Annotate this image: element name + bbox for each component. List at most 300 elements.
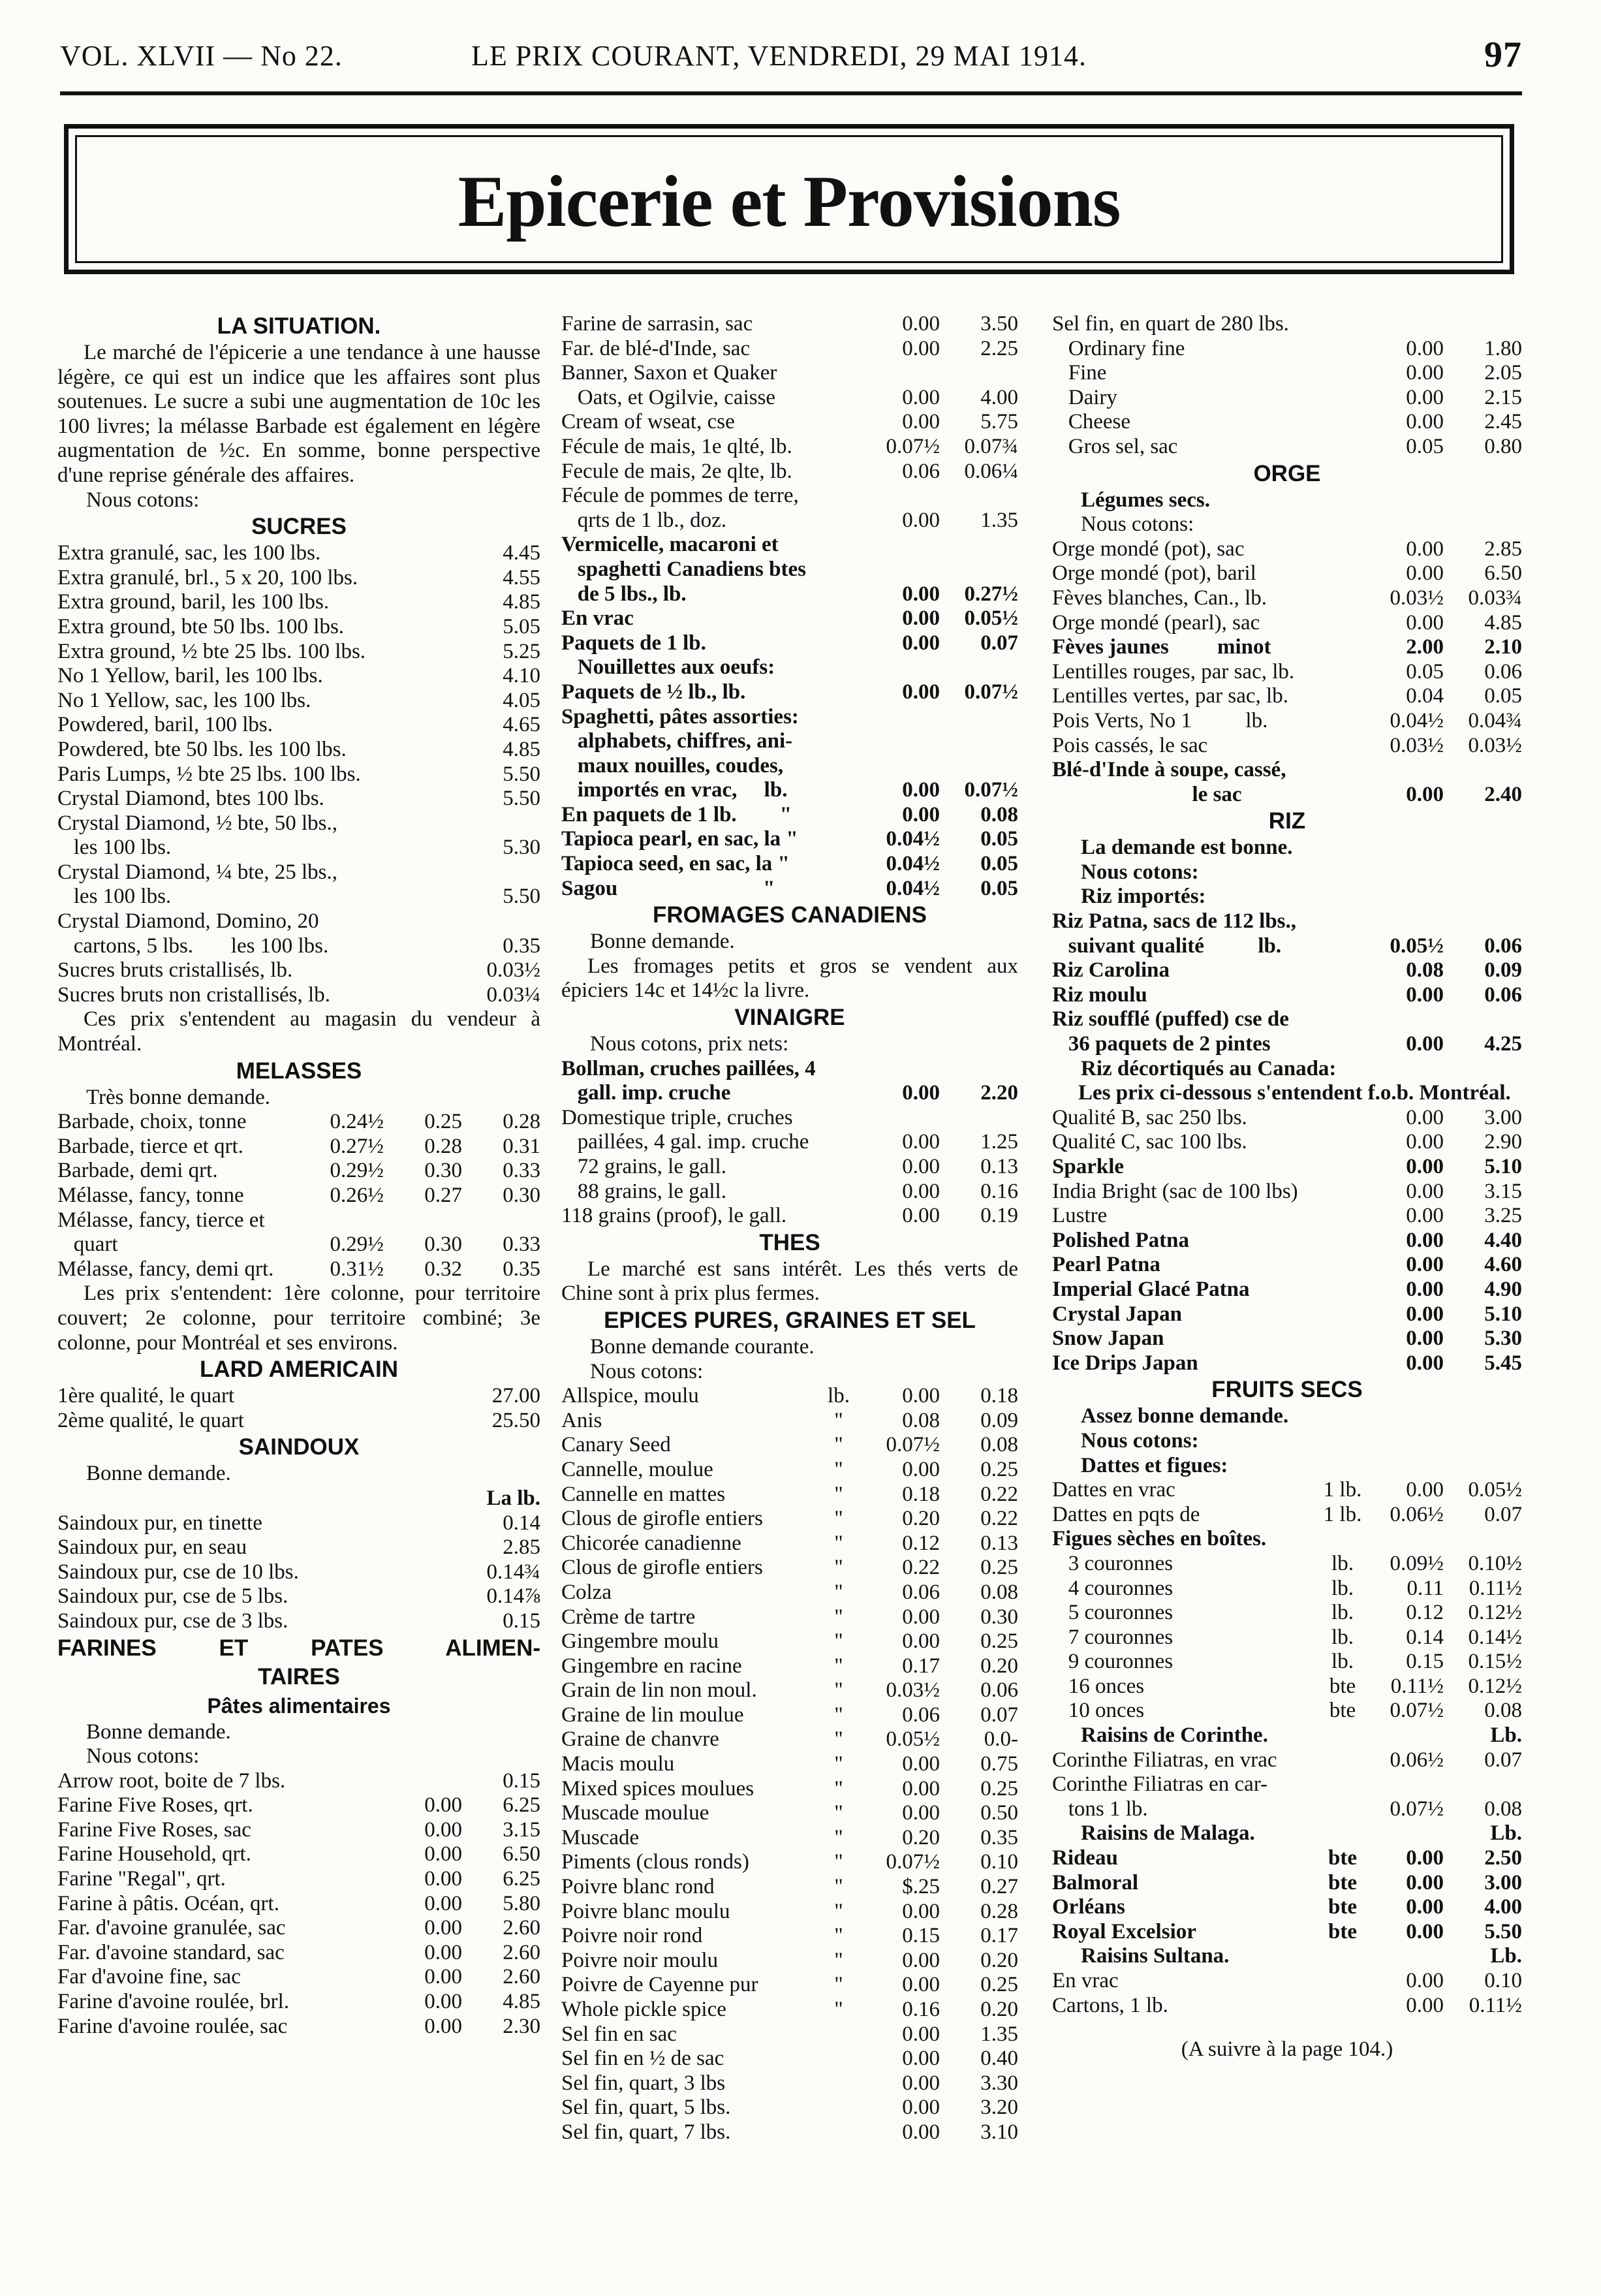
price-low: 0.00 xyxy=(902,680,940,704)
price-low: 0.00 xyxy=(1406,1327,1444,1351)
item-name: Far. d'avoine granulée, sac xyxy=(57,1916,286,1940)
column-1 xyxy=(57,312,540,2039)
price-low: 0.00 xyxy=(424,1916,462,1940)
price-high: 0.09 xyxy=(980,1408,1018,1432)
item-name: Barbade, choix, tonne xyxy=(57,1110,247,1134)
price-row xyxy=(561,558,1018,582)
item-unit: " xyxy=(834,1507,843,1531)
price-row xyxy=(561,1678,1018,1703)
epices-intro: Bonne demande courante. xyxy=(590,1334,815,1359)
price-low: 0.00 xyxy=(902,1457,940,1481)
item-name: Graine de lin moulue xyxy=(561,1703,744,1727)
price-row xyxy=(57,640,540,665)
price-low: 0.00 xyxy=(1406,1130,1444,1154)
price-high: 0.08 xyxy=(980,802,1018,826)
price-low: 0.00 xyxy=(424,2014,462,2038)
price-row xyxy=(561,460,1018,484)
price-row xyxy=(57,1584,540,1609)
price-low: 0.03½ xyxy=(1390,733,1444,757)
price-high: 0.12½ xyxy=(1468,1674,1522,1698)
riz-note: Les prix ci-dessous s'entendent f.o.b. Montréal. xyxy=(1078,1081,1511,1105)
price-row xyxy=(57,1257,540,1282)
item-price: 4.45 xyxy=(503,541,540,565)
item-name: Far d'avoine fine, sac xyxy=(57,1965,241,1989)
item-name: Clous de girofle entiers xyxy=(561,1556,763,1580)
price-high: 4.25 xyxy=(1484,1032,1522,1056)
price-col1: 0.24½ xyxy=(330,1110,384,1134)
item-name: Bollman, cruches paillées, 4 xyxy=(561,1056,816,1080)
riz-importes: Riz importés: xyxy=(1081,885,1206,909)
price-row xyxy=(1052,1032,1522,1057)
price-low: 0.03½ xyxy=(886,1678,940,1703)
price-row xyxy=(561,2022,1018,2047)
price-row xyxy=(561,1532,1018,1556)
item-name: suivant qualité lb. xyxy=(1052,934,1282,958)
section-heading-thes: THES xyxy=(759,1229,820,1255)
item-name: Domestique triple, cruches xyxy=(561,1105,793,1129)
price-low: 0.00 xyxy=(1406,1105,1444,1129)
price-row xyxy=(1052,983,1522,1008)
price-high: 0.17 xyxy=(980,1924,1018,1948)
price-row xyxy=(57,541,540,566)
price-high: 0.13 xyxy=(980,1531,1018,1555)
item-name: Saindoux pur, en seau xyxy=(57,1535,247,1560)
item-name: qrts de 1 lb., doz. xyxy=(561,508,726,532)
price-low: $.25 xyxy=(902,1875,940,1899)
item-name: Sel fin, quart, 5 lbs. xyxy=(561,2096,731,2120)
price-row xyxy=(1052,1895,1522,1920)
price-low: 0.00 xyxy=(902,2022,940,2046)
section-heading-lard: LARD AMERICAIN xyxy=(200,1357,398,1383)
item-name: Canary Seed xyxy=(561,1433,671,1457)
section-heading-riz: RIZ xyxy=(1268,808,1306,834)
price-high: 2.05 xyxy=(1484,361,1522,385)
price-low: 0.00 xyxy=(902,385,940,409)
item-name: Graine de chanvre xyxy=(561,1727,719,1752)
price-row xyxy=(561,827,1018,852)
price-third: 0.28 xyxy=(503,1110,540,1134)
price-low: 0.00 xyxy=(902,1973,940,1997)
price-high: 0.18 xyxy=(980,1384,1018,1408)
item-name: Clous de girofle entiers xyxy=(561,1507,763,1531)
item-name: Farine Five Roses, qrt. xyxy=(57,1793,253,1817)
item-name: Extra ground, bte 50 lbs. 100 lbs. xyxy=(57,614,345,638)
riz-intro: La demande est bonne. xyxy=(1081,836,1293,860)
saindoux-unit: La lb. xyxy=(486,1486,540,1510)
price-high: 2.90 xyxy=(1484,1130,1522,1154)
price-low: 0.14 xyxy=(1406,1625,1444,1649)
item-unit: lb. xyxy=(828,1384,850,1408)
price-low: 0.06 xyxy=(902,459,940,483)
dattes-list xyxy=(1052,1478,1522,1723)
price-high: 2.45 xyxy=(1484,410,1522,434)
price-low: 0.00 xyxy=(1406,385,1444,409)
price-row xyxy=(561,582,1018,607)
price-row xyxy=(57,934,540,959)
price-row xyxy=(1052,1797,1522,1822)
price-row xyxy=(1052,1552,1522,1577)
price-low: 0.16 xyxy=(902,1998,940,2021)
item-name: spaghetti Canadiens btes xyxy=(561,557,806,581)
price-row xyxy=(1052,1478,1522,1503)
price-low: 0.06½ xyxy=(1390,1748,1444,1772)
dattes-title: Dattes et figues: xyxy=(1081,1453,1228,1477)
price-row xyxy=(1052,1969,1522,1994)
price-row xyxy=(561,655,1018,680)
price-col1: 0.27½ xyxy=(330,1134,384,1158)
price-high: 0.05½ xyxy=(964,606,1018,631)
price-row xyxy=(57,1110,540,1135)
price-low: 0.00 xyxy=(902,1384,940,1408)
item-price: 5.25 xyxy=(503,639,540,663)
price-row xyxy=(1052,1327,1522,1351)
item-name: En vrac xyxy=(1052,1969,1119,1992)
price-low: 0.20 xyxy=(902,1825,940,1849)
price-row xyxy=(561,2071,1018,2096)
price-high: 3.20 xyxy=(980,2096,1018,2120)
price-row xyxy=(561,2096,1018,2120)
item-price: 0.03¼ xyxy=(486,983,540,1007)
item-name: Far. de blé-d'Inde, sac xyxy=(561,336,751,360)
riz-nous-cotons: Nous cotons: xyxy=(1081,860,1199,884)
item-name: India Bright (sac de 100 lbs) xyxy=(1052,1179,1298,1203)
item-name: Tapioca seed, en sac, la " xyxy=(561,852,790,876)
item-name: 10 onces xyxy=(1052,1699,1145,1723)
price-row xyxy=(57,787,540,811)
price-low: 0.00 xyxy=(1406,1351,1444,1375)
item-name: 72 grains, le gall. xyxy=(561,1155,726,1178)
price-row xyxy=(561,1483,1018,1507)
price-high: 0.08 xyxy=(980,1580,1018,1604)
price-high: 0.12½ xyxy=(1468,1601,1522,1625)
sultana-list xyxy=(1052,1969,1522,2018)
section-heading-fruits: FRUITS SECS xyxy=(1211,1377,1363,1403)
price-high: 6.25 xyxy=(503,1867,540,1891)
price-low: 0.08 xyxy=(902,1408,940,1432)
item-name: Lentilles vertes, par sac, lb. xyxy=(1052,684,1288,708)
price-row xyxy=(1052,586,1522,611)
item-name: Extra granulé, brl., 5 x 20, 100 lbs. xyxy=(57,565,358,590)
price-low: 0.15 xyxy=(902,1924,940,1948)
item-name: Poivre noir rond xyxy=(561,1924,703,1948)
price-row xyxy=(1052,1626,1522,1650)
price-high: 0.25 xyxy=(980,1776,1018,1801)
price-low: 0.00 xyxy=(1406,1302,1444,1326)
price-row xyxy=(1052,660,1522,685)
item-name: Corinthe Filiatras en car- xyxy=(1052,1772,1268,1797)
price-high: 0.25 xyxy=(980,1457,1018,1481)
price-high: 0.0- xyxy=(984,1727,1018,1752)
item-name: Vermicelle, macaroni et xyxy=(561,533,779,557)
price-low: 0.00 xyxy=(902,1801,940,1825)
item-name: Sel fin en sac xyxy=(561,2022,677,2046)
price-low: 0.00 xyxy=(1406,610,1444,635)
item-name: Extra granulé, sac, les 100 lbs. xyxy=(57,541,321,565)
item-name: Powdered, bte 50 lbs. les 100 lbs. xyxy=(57,737,347,761)
price-row xyxy=(1052,1650,1522,1675)
price-low: 0.00 xyxy=(1406,1277,1444,1301)
section-heading-fromages: FROMAGES CANADIENS xyxy=(652,902,927,928)
price-row xyxy=(561,312,1018,337)
price-row xyxy=(561,1949,1018,1974)
item-name: Barbade, tierce et qrt. xyxy=(57,1134,243,1158)
sel-list xyxy=(1052,337,1522,460)
price-high: 0.22 xyxy=(980,1507,1018,1531)
price-low: 0.20 xyxy=(902,1507,940,1531)
price-low: 0.00 xyxy=(902,2096,940,2120)
item-price: 5.50 xyxy=(503,787,540,811)
price-row xyxy=(1052,1577,1522,1601)
item-name: Banner, Saxon et Quaker xyxy=(561,361,777,385)
item-name: Pois Verts, No 1 lb. xyxy=(1052,708,1268,732)
price-row xyxy=(1052,1527,1522,1552)
price-col2: 0.27 xyxy=(424,1184,462,1207)
item-name: 7 couronnes xyxy=(1052,1625,1174,1649)
price-high: 2.60 xyxy=(503,1940,540,1964)
price-row xyxy=(1052,684,1522,709)
item-name: Poivre blanc rond xyxy=(561,1875,715,1899)
price-row xyxy=(561,2047,1018,2071)
price-low: 0.06 xyxy=(902,1703,940,1727)
price-high: 0.20 xyxy=(980,1998,1018,2021)
price-row xyxy=(1052,1772,1522,1797)
item-name: Qualité C, sac 100 lbs. xyxy=(1052,1130,1247,1154)
header-rule xyxy=(60,91,1522,95)
price-row xyxy=(561,1875,1018,1900)
saindoux-list xyxy=(57,1511,540,1634)
item-name: Lentilles rouges, par sac, lb. xyxy=(1052,659,1295,684)
price-row xyxy=(1052,1920,1522,1945)
price-row xyxy=(561,1155,1018,1180)
price-high: 0.40 xyxy=(980,2047,1018,2071)
price-row xyxy=(1052,1994,1522,2019)
item-name: Crystal Diamond, ½ bte, 50 lbs., xyxy=(57,811,337,835)
malaga-list xyxy=(1052,1846,1522,1944)
item-unit: lb. xyxy=(1331,1551,1354,1575)
price-row xyxy=(57,713,540,738)
item-name: Muscade moulue xyxy=(561,1801,709,1825)
item-name: Barbade, demi qrt. xyxy=(57,1159,218,1183)
item-unit: " xyxy=(834,1408,843,1432)
section-heading-vinaigre: VINAIGRE xyxy=(734,1005,845,1031)
item-name: Paris Lumps, ½ bte 25 lbs. 100 lbs. xyxy=(57,762,361,786)
price-low: 0.00 xyxy=(902,778,940,802)
fruits-nous-cotons: Nous cotons: xyxy=(1081,1428,1199,1453)
item-name: Tapioca pearl, en sac, la " xyxy=(561,827,798,851)
item-name: Mélasse, fancy, tonne xyxy=(57,1184,244,1207)
epices-list xyxy=(561,1384,1018,2145)
item-name: importés en vrac, lb. xyxy=(561,778,788,802)
item-name: Chicorée canadienne xyxy=(561,1531,741,1555)
price-row xyxy=(57,1535,540,1560)
item-unit: " xyxy=(834,1998,843,2021)
price-row xyxy=(1052,1601,1522,1626)
section-heading-sucres: SUCRES xyxy=(251,514,347,540)
price-row xyxy=(561,1826,1018,1851)
price-row xyxy=(1052,1278,1522,1302)
item-name: Snow Japan xyxy=(1052,1327,1164,1351)
price-high: 0.75 xyxy=(980,1752,1018,1776)
price-high: 0.28 xyxy=(980,1899,1018,1923)
price-high: 2.40 xyxy=(1484,782,1522,806)
price-row xyxy=(561,1204,1018,1229)
item-name: Fécule de mais, 1e qlté, lb. xyxy=(561,434,792,458)
melasses-list xyxy=(57,1110,540,1282)
price-low: 0.12 xyxy=(902,1531,940,1555)
price-low: 0.00 xyxy=(1406,1919,1444,1943)
price-row xyxy=(561,435,1018,460)
item-name: tons 1 lb. xyxy=(1052,1797,1148,1821)
price-high: 5.10 xyxy=(1484,1155,1522,1178)
item-name: Corinthe Filiatras, en vrac xyxy=(1052,1748,1277,1772)
item-price: 4.85 xyxy=(503,590,540,614)
price-row xyxy=(561,680,1018,705)
item-unit: " xyxy=(834,1629,843,1654)
price-col1: 0.26½ xyxy=(330,1184,384,1207)
farines-suite-list xyxy=(561,312,1018,901)
section-heading-orge: ORGE xyxy=(1253,460,1321,486)
price-high: 0.07 xyxy=(980,1703,1018,1727)
price-row xyxy=(561,1106,1018,1131)
price-high: 0.50 xyxy=(980,1801,1018,1825)
price-row xyxy=(561,1057,1018,1082)
item-name: Cheese xyxy=(1052,410,1131,434)
price-row xyxy=(57,1409,540,1434)
price-low: 0.00 xyxy=(902,1204,940,1228)
price-high: 5.45 xyxy=(1484,1351,1522,1375)
price-low: 0.00 xyxy=(424,1867,462,1891)
price-high: 2.30 xyxy=(503,2014,540,2038)
price-row xyxy=(561,1580,1018,1605)
item-unit: " xyxy=(834,1433,843,1457)
price-row xyxy=(1052,1130,1522,1155)
price-high: 0.06 xyxy=(1484,983,1522,1007)
item-price: 2.85 xyxy=(503,1535,540,1560)
price-low: 0.00 xyxy=(902,606,940,631)
item-name: Ice Drips Japan xyxy=(1052,1351,1198,1375)
price-row xyxy=(57,811,540,836)
price-low: 0.04½ xyxy=(886,827,940,851)
price-low: 0.15 xyxy=(1406,1650,1444,1674)
lard-list xyxy=(57,1384,540,1433)
price-row xyxy=(561,484,1018,509)
price-row xyxy=(1052,909,1522,934)
item-unit: 1 lb. xyxy=(1323,1502,1362,1526)
price-high: 4.85 xyxy=(503,1990,540,2014)
price-row xyxy=(561,1727,1018,1752)
price-low: 0.05 xyxy=(1406,434,1444,458)
item-name: Pois cassés, le sac xyxy=(1052,733,1208,757)
price-third: 0.31 xyxy=(503,1134,540,1158)
price-high: 0.05 xyxy=(980,876,1018,900)
price-high: 0.04¾ xyxy=(1468,708,1522,732)
price-high: 2.25 xyxy=(980,336,1018,360)
price-low: 0.00 xyxy=(902,802,940,826)
price-row xyxy=(561,1850,1018,1875)
item-name: Cartons, 1 lb. xyxy=(1052,1993,1168,2017)
price-row xyxy=(1052,537,1522,562)
epices-nous-cotons: Nous cotons: xyxy=(590,1359,704,1383)
item-name: Dairy xyxy=(1052,385,1117,409)
item-unit: " xyxy=(834,1703,843,1727)
price-low: 0.00 xyxy=(902,1948,940,1972)
price-low: 0.00 xyxy=(902,1155,940,1178)
item-name: Gingembre moulu xyxy=(561,1629,719,1654)
price-low: 0.00 xyxy=(902,1752,940,1776)
price-low: 0.04 xyxy=(1406,684,1444,708)
item-name: Polished Patna xyxy=(1052,1228,1189,1252)
price-low: 0.06 xyxy=(902,1580,940,1604)
price-high: 4.40 xyxy=(1484,1228,1522,1252)
item-unit: bte xyxy=(1328,1846,1357,1870)
item-price: 4.05 xyxy=(503,688,540,712)
price-row xyxy=(57,763,540,787)
price-high: 1.35 xyxy=(980,2022,1018,2046)
price-row xyxy=(1052,1871,1522,1896)
item-unit: " xyxy=(834,1531,843,1555)
item-name: Colza xyxy=(561,1580,612,1604)
price-low: 0.00 xyxy=(902,410,940,434)
item-name: Saindoux pur, cse de 5 lbs. xyxy=(57,1584,288,1609)
price-high: 3.15 xyxy=(1484,1179,1522,1203)
price-high: 5.50 xyxy=(1484,1919,1522,1943)
orge-list xyxy=(1052,537,1522,808)
price-high: 2.10 xyxy=(1484,635,1522,659)
price-row xyxy=(57,1941,540,1966)
item-unit: " xyxy=(834,1580,843,1604)
item-name: Poivre de Cayenne pur xyxy=(561,1973,758,1997)
price-high: 4.90 xyxy=(1484,1277,1522,1301)
section-heading-epices: EPICES PURES, GRAINES ET SEL xyxy=(604,1307,976,1333)
price-high: 5.75 xyxy=(980,410,1018,434)
price-high: 2.20 xyxy=(980,1081,1018,1105)
price-low: 0.00 xyxy=(424,1842,462,1866)
price-row xyxy=(1052,1007,1522,1032)
price-high: 0.05 xyxy=(1484,684,1522,708)
price-low: 0.00 xyxy=(902,1130,940,1154)
item-name: maux nouilles, coudes, xyxy=(561,753,784,778)
price-col2: 0.25 xyxy=(424,1110,462,1134)
price-row xyxy=(57,1233,540,1257)
sultana-heading: Raisins Sultana. Lb. xyxy=(1081,1944,1522,1968)
price-low: 0.00 xyxy=(424,1940,462,1964)
item-name: Allspice, moulu xyxy=(561,1384,699,1408)
price-high: 3.30 xyxy=(980,2071,1018,2095)
price-high: 6.50 xyxy=(503,1842,540,1866)
item-name: de 5 lbs., lb. xyxy=(561,582,687,606)
item-name: Dattes en pqts de xyxy=(1052,1502,1200,1526)
price-low: 2.00 xyxy=(1406,635,1444,659)
item-name: Paquets de ½ lb., lb. xyxy=(561,680,746,704)
item-price: 5.50 xyxy=(503,762,540,786)
price-high: 0.35 xyxy=(980,1825,1018,1849)
price-row xyxy=(57,885,540,909)
price-row xyxy=(561,1409,1018,1434)
item-name: Riz moulu xyxy=(1052,983,1147,1007)
price-low: 0.00 xyxy=(1406,1993,1444,2017)
price-high: 0.11½ xyxy=(1469,1993,1522,2017)
price-row xyxy=(57,1842,540,1867)
price-row xyxy=(561,410,1018,435)
price-low: 0.07½ xyxy=(1390,1699,1444,1723)
item-name: Imperial Glacé Patna xyxy=(1052,1277,1250,1301)
price-row xyxy=(57,615,540,640)
price-high: 0.19 xyxy=(980,1204,1018,1228)
page-header xyxy=(60,34,1522,86)
price-row xyxy=(561,337,1018,362)
sel-intro: Sel fin, en quart de 280 lbs. xyxy=(1052,312,1289,336)
item-unit: bte xyxy=(1329,1699,1356,1723)
